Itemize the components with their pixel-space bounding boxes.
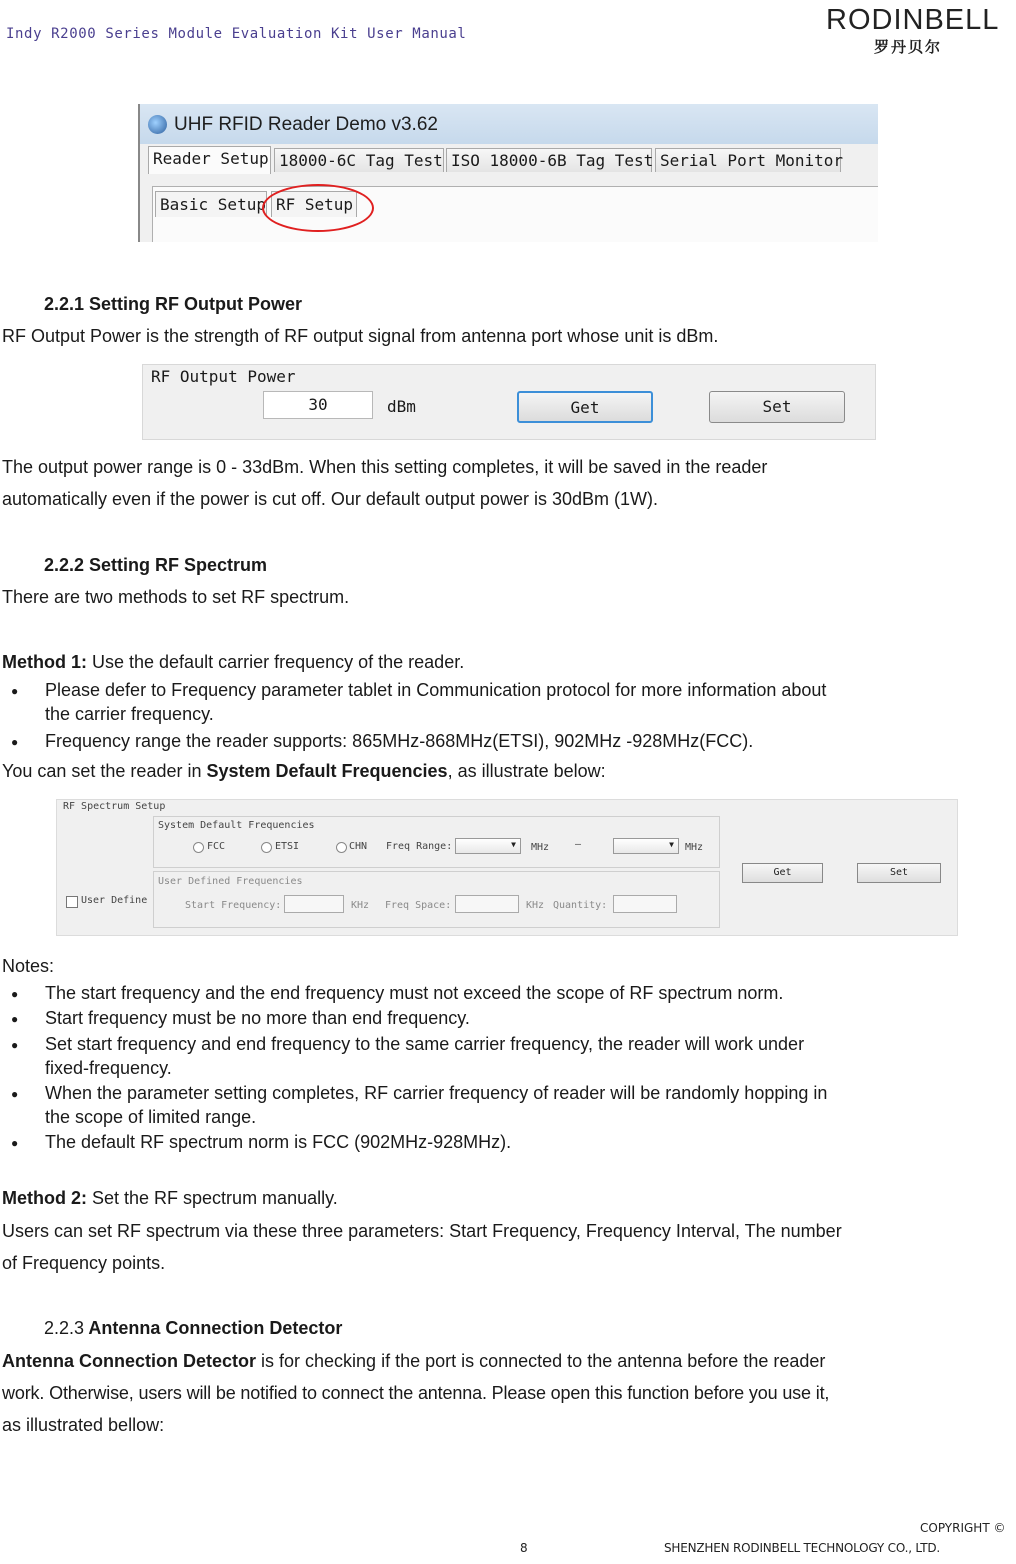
bullet-icon: ● — [11, 1012, 19, 1026]
paragraph: as illustrated bellow: — [2, 1415, 165, 1435]
khz-label: KHz — [526, 900, 545, 911]
screenshot-rf-spectrum-setup — [56, 799, 958, 936]
group-label: RF Output Power — [151, 367, 296, 386]
paragraph: of Frequency points. — [2, 1253, 166, 1273]
tab-reader-setup[interactable]: Reader Setup — [148, 146, 271, 174]
tab-iso-18000-6b[interactable]: ISO 18000-6B Tag Test — [446, 148, 652, 172]
app-icon — [148, 115, 167, 134]
list-item: When the parameter setting completes, RF carrier frequency of reader will be randomly hopping in — [45, 1083, 828, 1103]
user-define-label: User Define — [81, 895, 148, 906]
method2-line — [2, 1188, 338, 1209]
reader-setup-panel — [152, 186, 878, 242]
method1-line — [2, 652, 464, 673]
radio-etsi[interactable] — [261, 842, 272, 853]
bullet-icon: ● — [11, 735, 19, 749]
set-prefix: You can set the reader in — [2, 761, 207, 781]
list-item: The start frequency and the end frequency must not exceed the scope of RF spectrum norm. — [45, 983, 784, 1003]
logo-text: RODINBELL — [826, 4, 1000, 36]
section-heading-2-2-2: 2.2.2 Setting RF Spectrum — [44, 555, 268, 575]
list-item: Please defer to Frequency parameter tablet in Communication protocol for more information about — [45, 680, 827, 700]
logo-subtext: 罗丹贝尔 — [874, 38, 943, 56]
list-item: Set start frequency and end frequency to the same carrier frequency, the reader will work under — [45, 1034, 805, 1054]
list-item: Frequency range the reader supports: 865MHz-868MHz(ETSI), 902MHz -928MHz(FCC). — [45, 731, 754, 751]
quantity-label: Quantity: — [553, 900, 608, 911]
mhz-label: MHz — [685, 842, 704, 853]
list-item: The default RF spectrum norm is FCC (902MHz-928MHz). — [45, 1132, 512, 1152]
quantity-input[interactable] — [613, 895, 677, 913]
section-heading-2-2-1: 2.2.1 Setting RF Output Power — [44, 294, 303, 314]
section-heading-2-2-3 — [44, 1318, 342, 1339]
freq-end-combo[interactable] — [613, 838, 679, 854]
start-frequency-label: Start Frequency: — [185, 900, 282, 911]
freq-range-label: Freq Range: — [386, 841, 453, 852]
notes-label: Notes: — [2, 956, 55, 976]
radio-fcc[interactable] — [193, 842, 204, 853]
group-title: RF Spectrum Setup — [63, 801, 166, 812]
window-titlebar — [140, 104, 878, 144]
start-frequency-input[interactable] — [284, 895, 344, 913]
method1-label: Method 1: — [2, 652, 87, 672]
radio-fcc-label: FCC — [207, 841, 226, 852]
range-dash: — — [575, 839, 582, 850]
mhz-label: MHz — [531, 842, 550, 853]
method2-text: Set the RF spectrum manually. — [87, 1188, 338, 1208]
freq-space-input[interactable] — [455, 895, 519, 913]
set-button[interactable]: Set — [857, 863, 941, 883]
get-button[interactable]: Get — [517, 391, 653, 423]
freq-start-combo[interactable] — [455, 838, 521, 854]
system-default-label: System Default Frequencies — [158, 820, 315, 831]
get-button[interactable]: Get — [742, 863, 823, 883]
bullet-icon: ● — [11, 1136, 19, 1150]
paragraph: RF Output Power is the strength of RF output signal from antenna port whose unit is dBm. — [2, 326, 719, 346]
paragraph: Users can set RF spectrum via these three parameters: Start Frequency, Frequency Interval, The number — [2, 1221, 842, 1241]
set-button[interactable]: Set — [709, 391, 845, 423]
radio-chn[interactable] — [336, 842, 347, 853]
paragraph: work. Otherwise, users will be notified to connect the antenna. Please open this function before you use it, — [2, 1383, 830, 1403]
method2-label: Method 2: — [2, 1188, 87, 1208]
paragraph: automatically even if the power is cut off. Our default output power is 30dBm (1W). — [2, 489, 658, 509]
set-suffix: , as illustrate below: — [447, 761, 606, 781]
list-item: Start frequency must be no more than end frequency. — [45, 1008, 470, 1028]
set-bold: System Default Frequencies — [206, 761, 448, 781]
method1-text: Use the default carrier frequency of the reader. — [87, 652, 465, 672]
copyright: COPYRIGHT © — [920, 1521, 1006, 1535]
power-input[interactable]: 30 — [263, 391, 373, 419]
bold-lead: Antenna Connection Detector — [2, 1351, 257, 1371]
list-item: fixed-frequency. — [45, 1058, 172, 1078]
document-header-title: Indy R2000 Series Module Evaluation Kit User Manual — [6, 26, 467, 42]
khz-label: KHz — [351, 900, 370, 911]
company-logo — [826, 4, 1010, 58]
radio-chn-label: CHN — [349, 841, 368, 852]
radio-etsi-label: ETSI — [275, 841, 300, 852]
tab-18000-6c[interactable]: 18000-6C Tag Test — [274, 148, 444, 172]
list-item: the carrier frequency. — [45, 704, 214, 724]
subtab-rf-setup[interactable]: RF Setup — [271, 191, 357, 217]
bullet-icon: ● — [11, 684, 19, 698]
line1-rest: is for checking if the port is connected to the antenna before the reader — [256, 1351, 826, 1371]
screenshot-reader-setup-tabs — [138, 104, 878, 242]
paragraph — [2, 1351, 825, 1372]
list-item: the scope of limited range. — [45, 1107, 257, 1127]
subtab-basic-setup[interactable]: Basic Setup — [155, 191, 267, 217]
highlight-circle — [262, 184, 374, 232]
unit-label: dBm — [387, 397, 416, 416]
paragraph: There are two methods to set RF spectrum. — [2, 587, 350, 607]
user-define-checkbox[interactable] — [66, 896, 78, 908]
paragraph — [2, 761, 606, 782]
freq-space-label: Freq Space: — [385, 900, 452, 911]
company-name: SHENZHEN RODINBELL TECHNOLOGY CO., LTD. — [664, 1541, 941, 1555]
heading-text: Antenna Connection Detector — [84, 1318, 343, 1338]
tab-serial-port-monitor[interactable]: Serial Port Monitor — [655, 148, 841, 172]
bullet-icon: ● — [11, 1038, 19, 1052]
page-number: 8 — [520, 1541, 528, 1555]
screenshot-rf-output-power — [142, 364, 876, 440]
bullet-icon: ● — [11, 1087, 19, 1101]
paragraph: The output power range is 0 - 33dBm. When this setting completes, it will be saved in the reader — [2, 457, 768, 477]
user-defined-label: User Defined Frequencies — [158, 876, 303, 887]
heading-number: 2.2.3 — [44, 1318, 85, 1338]
bullet-icon: ● — [11, 987, 19, 1001]
app-title: UHF RFID Reader Demo v3.62 — [174, 114, 438, 135]
